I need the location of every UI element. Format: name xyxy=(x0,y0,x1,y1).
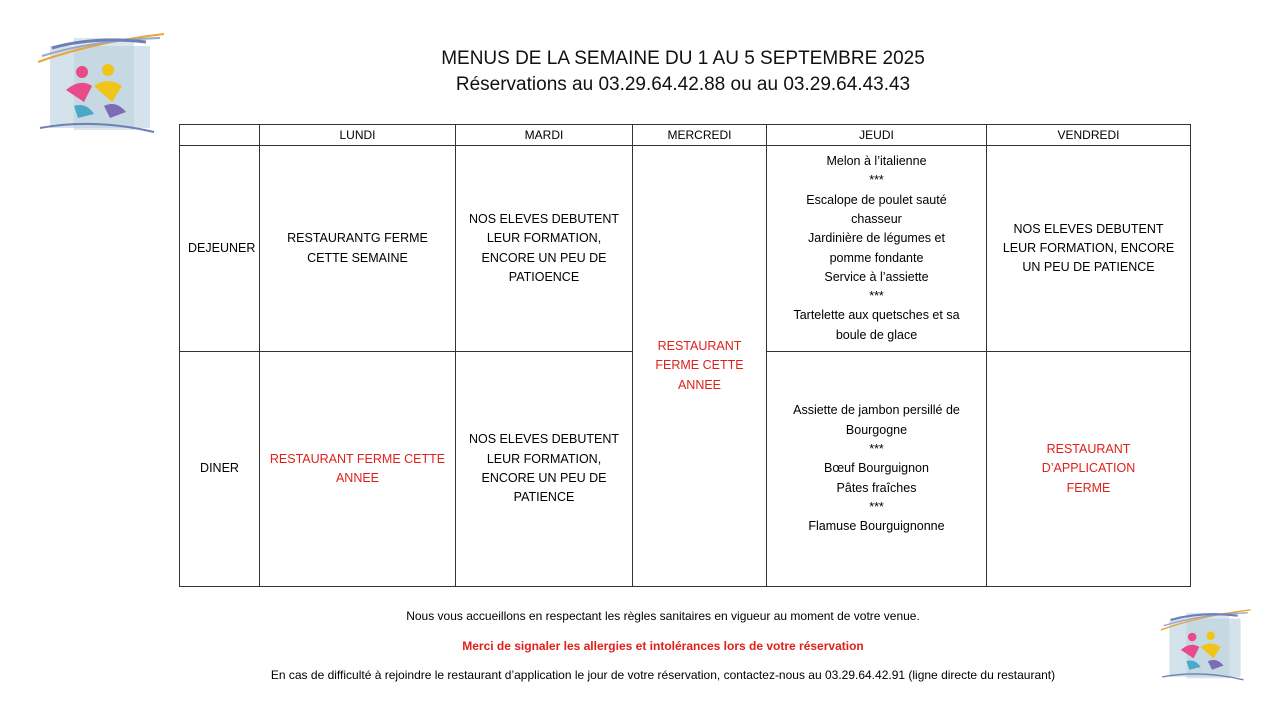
table-header-row xyxy=(180,125,1191,146)
cell-jeudi-dejeuner: Melon à l’italienne *** Escalope de poulet sauté chasseur Jardinière de légumes et pomme fondante Service à l’assiette *** Tartelette aux quetsches et sa boule de glace xyxy=(767,146,987,352)
header-day-jeudi: JEUDI xyxy=(767,125,987,146)
cell-mercredi-closed: RESTAURANT FERME CETTE ANNEE xyxy=(633,146,767,587)
table-row-dejeuner xyxy=(180,146,1191,352)
header-day-lundi: LUNDI xyxy=(260,125,456,146)
weekly-menu-table xyxy=(179,124,1191,587)
header-day-mercredi: MERCREDI xyxy=(633,125,767,146)
page-header xyxy=(300,46,1066,98)
reservation-phones: Réservations au 03.29.64.42.88 ou au 03.29.64.43.43 xyxy=(455,74,911,95)
cell-vendredi-diner: RESTAURANT D’APPLICATION FERME xyxy=(987,352,1191,587)
header-corner xyxy=(180,125,260,146)
page-title: MENUS DE LA SEMAINE DU 1 AU 5 SEPTEMBRE 2025 xyxy=(441,48,925,69)
header-day-vendredi: VENDREDI xyxy=(987,125,1191,146)
header-day-mardi: MARDI xyxy=(456,125,633,146)
row-label-diner: DINER xyxy=(180,352,260,587)
cell-jeudi-diner: Assiette de jambon persillé de Bourgogne *** Bœuf Bourguignon Pâtes fraîches *** Flamuse Bourguignonne xyxy=(767,352,987,587)
sanitary-notice: Nous vous accueillons en respectant les règles sanitaires en vigueur au moment de votre venue. xyxy=(406,609,920,623)
cell-mardi-diner: NOS ELEVES DEBUTENT LEUR FORMATION, ENCORE UN PEU DE PATIENCE xyxy=(456,352,633,587)
row-label-dejeuner: DEJEUNER xyxy=(180,146,260,352)
cell-vendredi-dejeuner: NOS ELEVES DEBUTENT LEUR FORMATION, ENCORE UN PEU DE PATIENCE xyxy=(987,146,1191,352)
contact-notice: En cas de difficulté à rejoindre le restaurant d’application le jour de votre réservation, contactez-nous au 03.29.64.42.91 (ligne directe du restaurant) xyxy=(270,668,1056,682)
allergy-notice: Merci de signaler les allergies et intolérances lors de votre réservation xyxy=(462,639,864,653)
cell-mardi-dejeuner: NOS ELEVES DEBUTENT LEUR FORMATION, ENCORE UN PEU DE PATIOENCE xyxy=(456,146,633,352)
school-logo-icon xyxy=(34,32,166,140)
school-logo-small-icon xyxy=(1158,606,1252,688)
cell-lundi-dejeuner: RESTAURANTG FERME CETTE SEMAINE xyxy=(260,146,456,352)
cell-lundi-diner: RESTAURANT FERME CETTE ANNEE xyxy=(260,352,456,587)
